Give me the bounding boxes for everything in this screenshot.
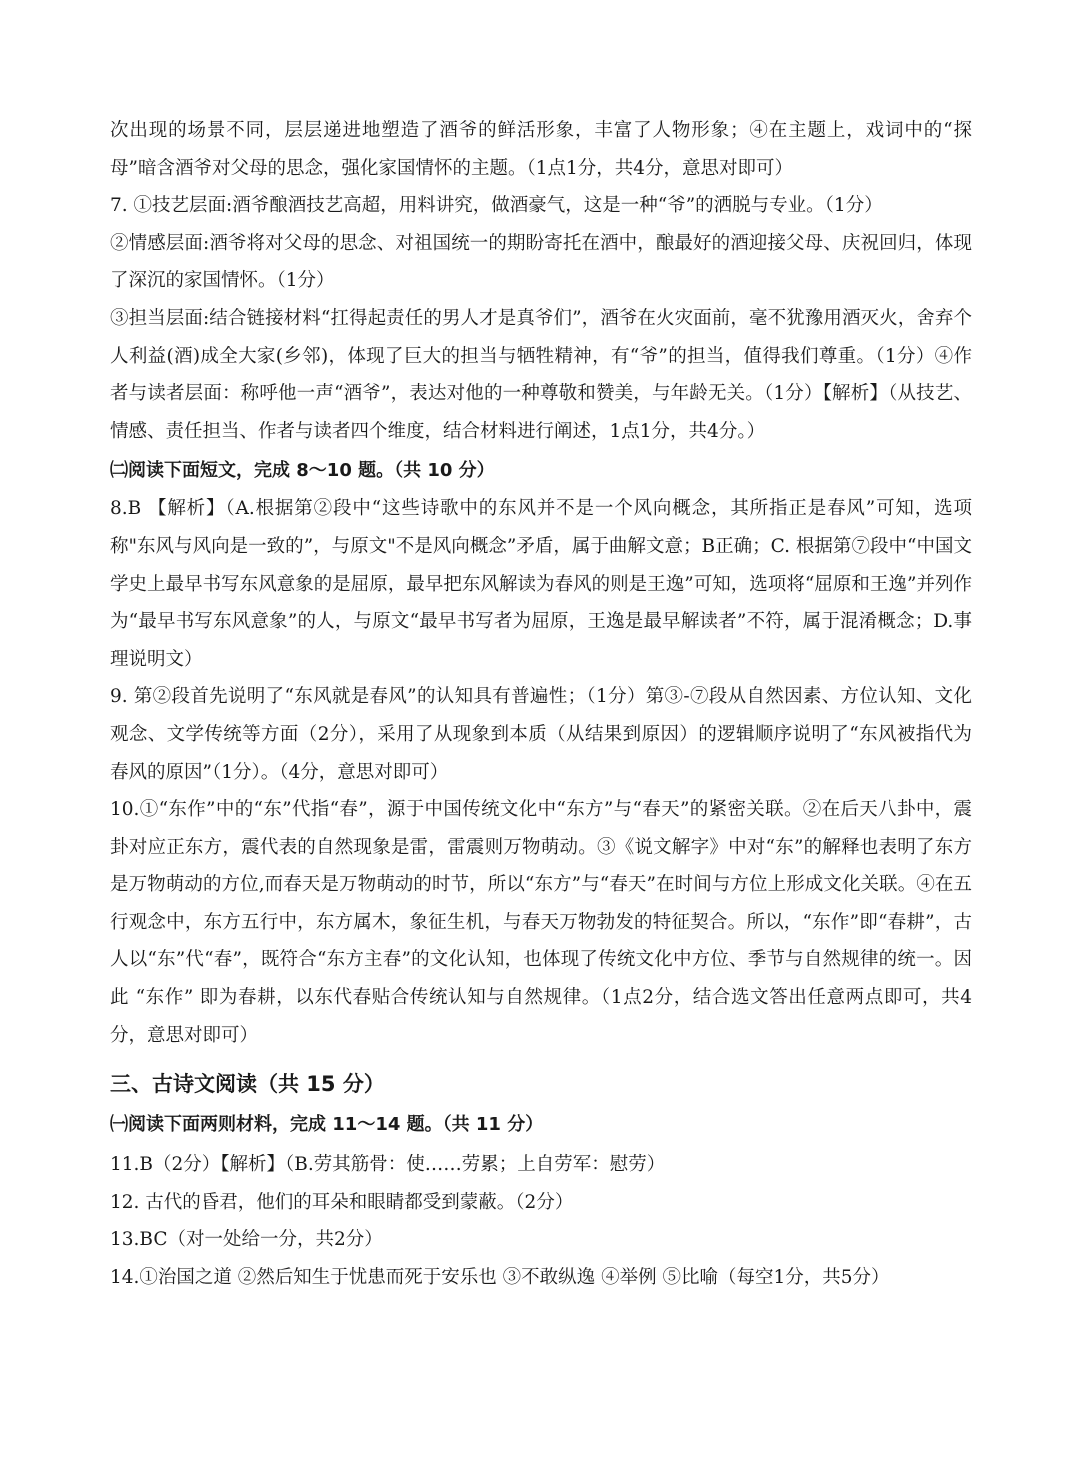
q14-answer: 14.①治国之道 ②然后知生于忧患而死于安乐也 ③不敢纵逸 ④举例 ⑤比喻（每空1分，共5分）: [110, 1267, 890, 1289]
section-heading-3: 三、古诗文阅读（共 15 分）: [110, 1072, 385, 1097]
subsection-heading-2: ㈡阅读下面短文，完成 8～10 题。（共 10 分）: [110, 460, 495, 482]
q13-answer: 13.BC（对一处给一分，共2分）: [110, 1229, 383, 1251]
answer-document: [110, 112, 972, 1297]
q7-answer-skill: 7. ①技艺层面:酒爷酿酒技艺高超，用料讲究，做酒豪气，这是一种“爷”的洒脱与专业。（1分）: [110, 195, 883, 217]
q11-answer: 11.B（2分）【解析】（B.劳其筋骨：使……劳累；上自劳军：慰劳）: [110, 1154, 666, 1176]
q7-answer-emotion: ②情感层面:酒爷将对父母的思念、对祖国统一的期盼寄托在酒中，酿最好的酒迎接父母、庆祝回归，体现了深沉的家国情怀。（1分）: [110, 232, 972, 292]
q9-answer: 9. 第②段首先说明了“东风就是春风”的认知具有普遍性；（1分）第③-⑦段从自然因素、方位认知、文化观念、文学传统等方面（2分），采用了从现象到本质（从结果到原因）的逻辑顺序说明了“东风被指代为春风的原因”（1分）。（4分，意思对即可）: [110, 686, 972, 783]
q12-answer: 12. 古代的昏君，他们的耳朵和眼睛都受到蒙蔽。（2分）: [110, 1191, 574, 1213]
q10-answer: 10.①“东作”中的“东”代指“春”，源于中国传统文化中“东方”与“春天”的紧密关联。②在后天八卦中，震卦对应正东方，震代表的自然现象是雷，雷震则万物萌动。③《说文解字》中对“东”的解释也表明了东方是万物萌动的方位,而春天是万物萌动的时节，所以“东方”与“春天”在时间与方位上形成文化关联。④在五行观念中，东方五行中，东方属木，象征生机，与春天万物勃发的特征契合。所以，“东作”即“春耕”，古人以“东”代“春”，既符合“东方主春”的文化认知，也体现了传统文化中方位、季节与自然规律的统一。因此 “东作” 即为春耕，以东代春贴合传统认知与自然规律。（1点2分，结合选文答出任意两点即可，共4分，意思对即可）: [110, 799, 972, 1046]
q8-answer: 8.B 【解析】（A.根据第②段中“这些诗歌中的东风并不是一个风向概念，其所指正是春风”可知，选项称"东风与风向是一致的”，与原文"不是风向概念”矛盾，属于曲解文意；B正确；C. 根据第⑦段中“中国文学史上最早书写东风意象的是屈原，最早把东风解读为春风的则是王逸”可知，选项将“屈原和王逸”并列作为“最早书写东风意象”的人，与原文“最早书写者为屈原，王逸是最早解读者”不符，属于混淆概念；D.事理说明文）: [110, 498, 972, 670]
q6-answer-continuation: 次出现的场景不同，层层递进地塑造了酒爷的鲜活形象，丰富了人物形象；④在主题上，戏词中的“探母”暗含酒爷对父母的思念，强化家国情怀的主题。（1点1分，共4分，意思对即可）: [110, 120, 972, 179]
q7-answer-responsibility: ③担当层面:结合链接材料“扛得起责任的男人才是真爷们”，酒爷在火灾面前，毫不犹豫用酒灭火，舍弃个人利益(酒)成全大家(乡邻)，体现了巨大的担当与牺牲精神，有“爷”的担当，值得我们尊重。（1分）④作者与读者层面：称呼他一声“酒爷”，表达对他的一种尊敬和赞美，与年龄无关。（1分）【解析】（从技艺、情感、责任担当、作者与读者四个维度，结合材料进行阐述，1点1分，共4分。）: [110, 307, 972, 442]
subsection-heading-1: ㈠阅读下面两则材料，完成 11～14 题。（共 11 分）: [110, 1114, 544, 1136]
